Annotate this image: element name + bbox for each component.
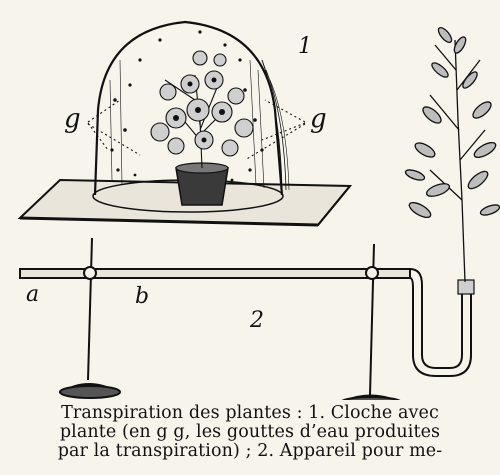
label-figure-1: 1 <box>298 34 312 59</box>
figure-caption <box>0 404 500 461</box>
plant-cutting <box>404 26 500 282</box>
label-g-left: g <box>64 104 81 134</box>
label-figure-2: 2 <box>250 308 264 333</box>
label-b: b <box>135 284 150 309</box>
caption-line-3: par la transpiration) ; 2. Appareil pour me- <box>57 441 443 461</box>
caption-line-1: Transpiration des plantes : 1. Cloche avec <box>61 403 439 423</box>
potted-plant <box>151 51 253 168</box>
water-droplets <box>110 30 263 181</box>
label-g-right: g <box>310 104 327 134</box>
caption-line-2: plante (en g g, les gouttes d’eau produites <box>59 422 441 442</box>
graduated-tube <box>20 269 410 278</box>
right-stand <box>340 244 402 400</box>
left-stand <box>60 238 120 398</box>
label-a: a <box>26 282 40 307</box>
